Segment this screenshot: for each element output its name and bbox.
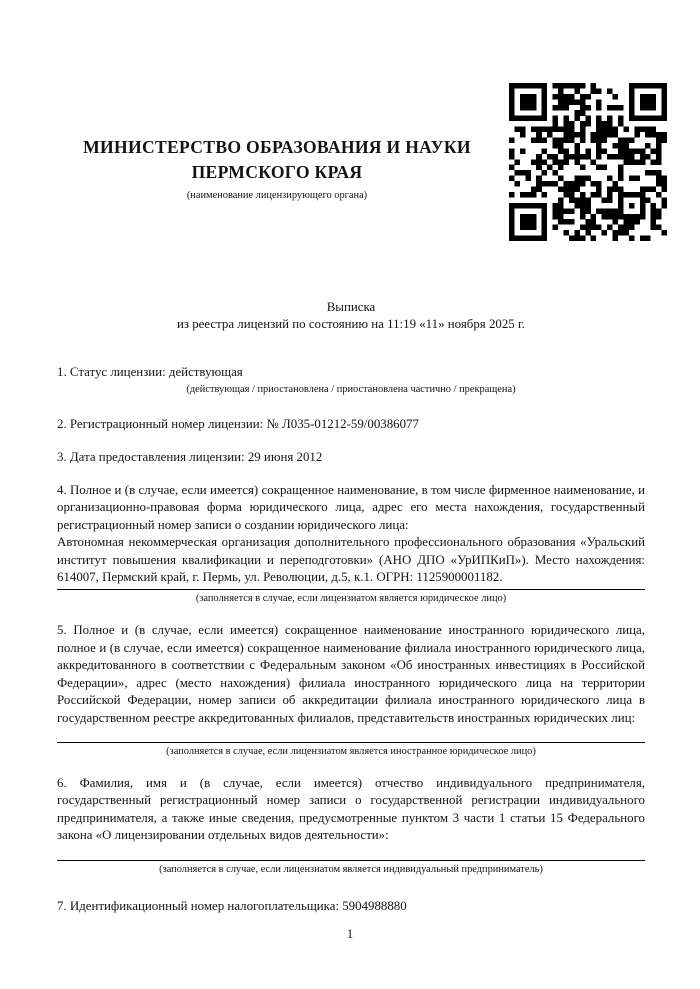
taxpayer-number-text: 7. Идентификационный номер налогоплательщика: 5904988880 — [57, 898, 407, 913]
document-content — [57, 0, 645, 915]
ministry-caption: (наименование лицензирующего органа) — [186, 190, 368, 201]
item-registration-number — [57, 416, 645, 433]
item-individual-entrepreneur — [57, 775, 645, 876]
individual-entrepreneur-label: 6. Фамилия, имя и (в случае, если имеется) отчество индивидуального предпринимателя, государственный регистрационный номер записи о государственной регистрации индивидуального предпринимателя, а также иные сведения, предусмотренные пунктом 3 части 1 статьи 15 Федерального закона «О лицензировании отдельных видов деятельности»: — [57, 775, 645, 843]
item-license-status — [57, 364, 645, 396]
license-status-text: 1. Статус лицензии: действующая — [57, 364, 243, 379]
document-title — [57, 299, 645, 334]
individual-entrepreneur-rule-caption: (заполняется в случае, если лицензиатом является индивидуальный предприниматель) — [159, 863, 543, 875]
legal-entity-value: Автономная некоммерческая организация дополнительного профессионального образования «Уральский институт повышения квалификации и переподготовки» (АНО ДПО «УрИПКиП»). Место нахождения: 614007, Пермский край, г. Пермь, ул. Революции, д.5, к.1. ОГРН: 1125900001182. — [57, 535, 645, 585]
legal-entity-rule — [57, 589, 645, 590]
legal-entity-rule-caption: (заполняется в случае, если лицензиатом является юридическое лицо) — [195, 593, 507, 605]
ministry-name-line1: МИНИСТЕРСТВО ОБРАЗОВАНИЯ И НАУКИ — [83, 137, 471, 157]
registration-number-text: 2. Регистрационный номер лицензии: № Л035-01212-59/00386077 — [57, 417, 419, 432]
foreign-entity-rule-caption: (заполняется в случае, если лицензиатом является иностранное юридическое лицо) — [166, 745, 536, 757]
item-legal-entity — [57, 482, 645, 605]
issuing-authority-block — [57, 0, 497, 202]
individual-entrepreneur-rule — [57, 860, 645, 861]
item-license-date — [57, 449, 645, 466]
license-status-options-caption: (действующая / приостановлена / приостановлена частично / прекращена) — [186, 384, 516, 396]
page-number: 1 — [346, 927, 354, 941]
foreign-entity-rule — [57, 742, 645, 743]
license-date-text: 3. Дата предоставления лицензии: 29 июня 2012 — [57, 449, 323, 464]
foreign-entity-label: 5. Полное и (в случае, если имеется) сокращенное наименование иностранного юридического лица, полное и (в случае, если имеется) сокращенное наименование филиала иностранного юридического лица, аккредитованного в соответствии с Федеральным законом «Об иностранных инвестициях в Российской Федерации», адрес (место нахождения) филиала иностранного юридического лица на территории Российской Федерации, номер записи об аккредитации филиала иностранного юридического лица в государственном реестре аккредитованных филиалов, представительств иностранных юридических лиц: — [57, 623, 645, 725]
document-title-line2: из реестра лицензий по состоянию на 11:19 «11» ноября 2025 г. — [176, 317, 526, 332]
legal-entity-label: 4. Полное и (в случае, если имеется) сокращенное наименование, в том числе фирменное наименование, и организационно-правовая форма юридического лица, адрес его места нахождения, государственный регистрационный номер записи о создании юридического лица: — [57, 483, 645, 532]
item-foreign-entity — [57, 622, 645, 757]
item-taxpayer-number — [57, 898, 645, 915]
document-title-line1: Выписка — [326, 300, 376, 314]
ministry-name-line2: ПЕРМСКОГО КРАЯ — [191, 162, 363, 182]
